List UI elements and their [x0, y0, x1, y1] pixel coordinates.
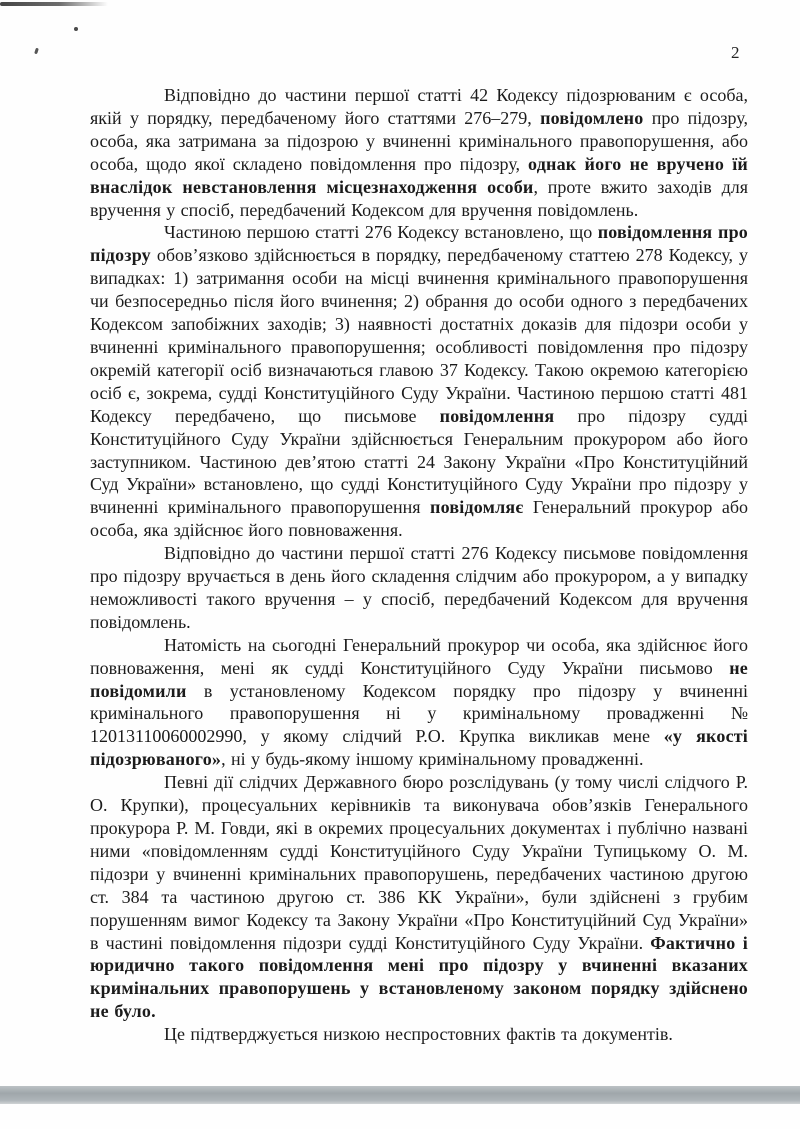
text-run: повідомлення — [439, 405, 555, 426]
text-run: Генеральний прокурор або особа, яка здійснює його повноваження. — [90, 497, 748, 541]
paragraph — [90, 221, 748, 542]
page-number: 2 — [731, 43, 740, 62]
scan-artifact-speck — [74, 27, 78, 31]
paragraph — [90, 84, 748, 221]
text-run: Це підтверджується низкою неспростовних фактів та документів. — [164, 1024, 673, 1045]
text-run: повідомлено — [540, 107, 644, 128]
text-run: «у якості підозрюваного» — [90, 726, 748, 770]
text-run: , ні у будь-якому іншому кримінальному провадженні. — [221, 749, 644, 770]
paragraph — [90, 542, 748, 634]
text-run: обов’язково здійснюється в порядку, передбаченому статтею 278 Кодексу, у випадках: 1) затримання особи на місці вчинення кримінального правопорушення чи безпосередньо після його вчинення; 2) обрання до особи одного з передбачених Кодексом запобіжних заходів; 3) наявності достатніх доказів для підозри особи у вчиненні кримінального правопорушення; особливості повідомлення про підозру окремій категорії осіб визначаються главою 37 Кодексу. Такою окремою категорією осіб є, зокрема, судді Конституційного Суду України. Частиною першою статті 481 Кодексу передбачено, що письмове — [90, 245, 748, 426]
scan-artifact-speck — [34, 48, 39, 55]
text-run: повідомлення про підозру — [90, 222, 748, 266]
paragraph — [90, 1023, 748, 1046]
text-run: Частиною першою статті 276 Кодексу встановлено, що — [164, 222, 598, 243]
text-run: в установленому Кодексом порядку про підозру у вчиненні кримінального правопорушення ні у кримінальному провадженні № 12013110060002990, у якому слідчий Р.О. Крупка викликав мене — [90, 680, 748, 747]
text-run: не повідомили — [90, 657, 748, 701]
paragraph — [90, 634, 748, 771]
text-run: Відповідно до частини першої статті 276 Кодексу письмове повідомлення про підозру вручається в день його складення слідчим або прокурором, а у випадку неможливості такого вручення – у спосіб, передбачений Кодексом для вручення повідомлень. — [90, 543, 748, 632]
text-run: про підозру судді Конституційного Суду України здійснюється Генеральним прокурором або його заступником. Частиною дев’ятою статті 24 Закону України «Про Конституційний Суд України» встановлено, що судді Конституційного Суду України про підозру у вчиненні кримінального правопорушення — [90, 405, 749, 518]
text-run: Певні дії слідчих Державного бюро розслідувань (у тому числі слідчого Р. О. Крупки), процесуальних керівників та виконувача обов’язків Генерального прокурора Р. М. Говди, які в окремих процесуальних документах і публічно названі ними «повідомленням судді Конституційного Суду України Тупицькому О. М. підозри у вчиненні кримінальних правопорушень, передбачених частиною другою ст. 384 та частиною другою ст. 386 КК України», були здійснені з грубим порушенням вимог Кодексу та Закону України «Про Конституційний Суд України» в частині повідомлення підозри судді Конституційного Суду України. — [90, 772, 748, 953]
text-run: однак його не вручено їй внаслідок невстановлення місцезнаходження особи — [90, 153, 748, 197]
text-run: Натомість на сьогодні Генеральний прокурор чи особа, яка здійснює його повноваження, мені як судді Конституційного Суду України письмово — [90, 634, 748, 678]
text-run: повідомляє — [430, 497, 524, 518]
text-run: про підозру, особа, яка затримана за підозрою у вчиненні кримінального правопорушення, або особа, щодо якої складено повідомлення про підозру, — [90, 107, 748, 174]
scan-artifact-top-line — [0, 2, 108, 6]
text-run: , проте вжито заходів для вручення у спосіб, передбачений Кодексом для вручення повідомлень. — [90, 176, 748, 220]
text-run: Фактично і юридично такого повідомлення мені про підозру у вчиненні вказаних кримінальних правопорушень у встановленому законом порядку здійснено не було. — [90, 932, 748, 1022]
document-body — [90, 84, 748, 1046]
paragraph — [90, 771, 748, 1023]
scan-artifact-bottom-band — [0, 1086, 800, 1104]
text-run: Відповідно до частини першої статті 42 Кодексу підозрюваним є особа, якій у порядку, передбаченому його статтями 276–279, — [90, 85, 748, 128]
